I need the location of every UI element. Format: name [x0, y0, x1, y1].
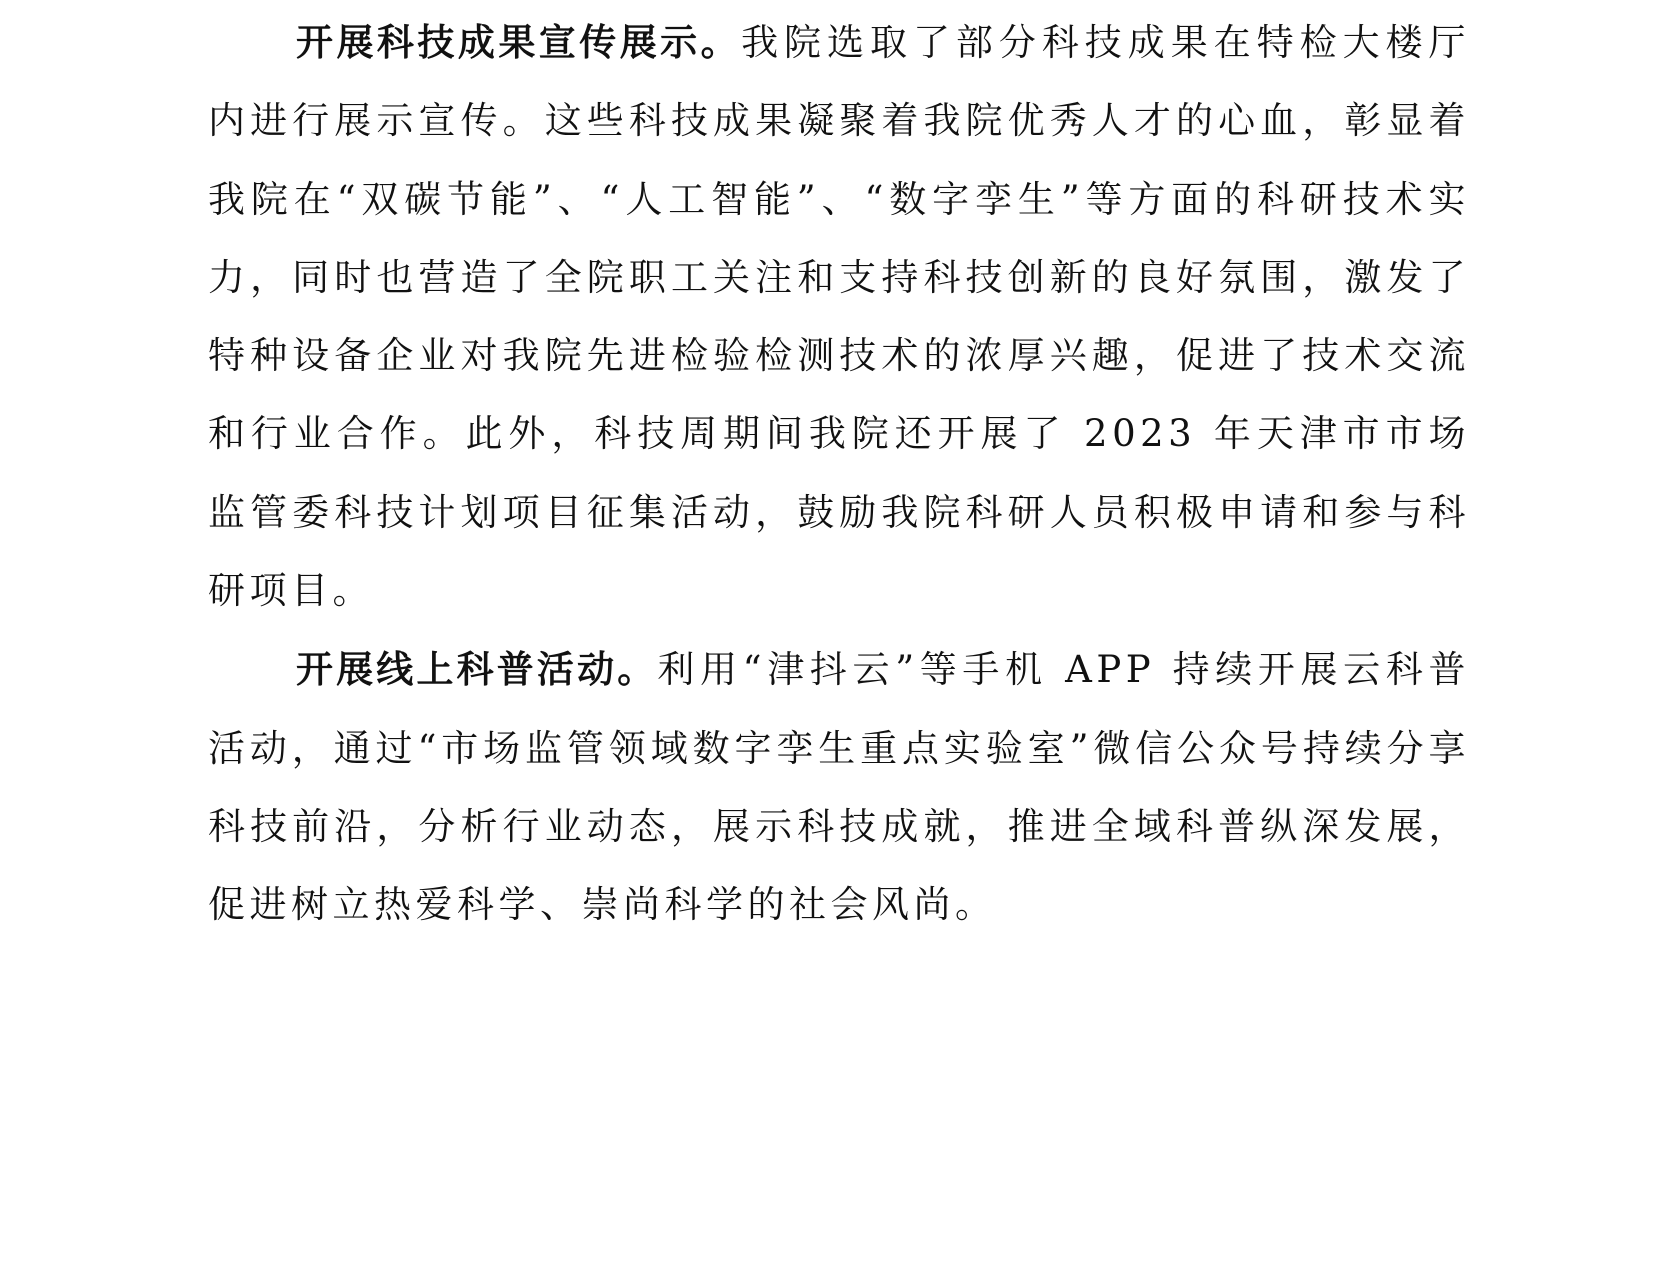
paragraph-body-text: 我院选取了部分科技成果在特检大楼厅内进行展示宣传。这些科技成果凝聚着我院优秀人才的心血，彰显着我院在“双碳节能”、“人工智能”、“数字孪生”等方面的科研技术实力，同时也营造了全院职工关注和支持科技创新的良好氛围，激发了特种设备企业对我院先进检验检测技术的浓厚兴趣，促进了技术交流和行业合作。此外，科技周期间我院还开展了 2023 年天津市市场监管委科技计划项目征集活动，鼓励我院科研人员积极申请和参与科研项目。: [208, 21, 1471, 613]
paragraph-exhibition: [208, 3, 1470, 630]
paragraph-lead-heading: 开展线上科普活动。: [296, 647, 658, 692]
document-body: [208, 3, 1470, 945]
paragraph-body-text: 利用“津抖云”等手机 APP 持续开展云科普活动，通过“市场监管领域数字孪生重点实验室”微信公众号持续分享科技前沿，分析行业动态，展示科技成就，推进全域科普纵深发展，促进树立热爱科学、崇尚科学的社会风尚。: [208, 648, 1470, 927]
paragraph-lead-heading: 开展科技成果宣传展示。: [296, 20, 742, 64]
paragraph-online-science: [208, 630, 1470, 944]
